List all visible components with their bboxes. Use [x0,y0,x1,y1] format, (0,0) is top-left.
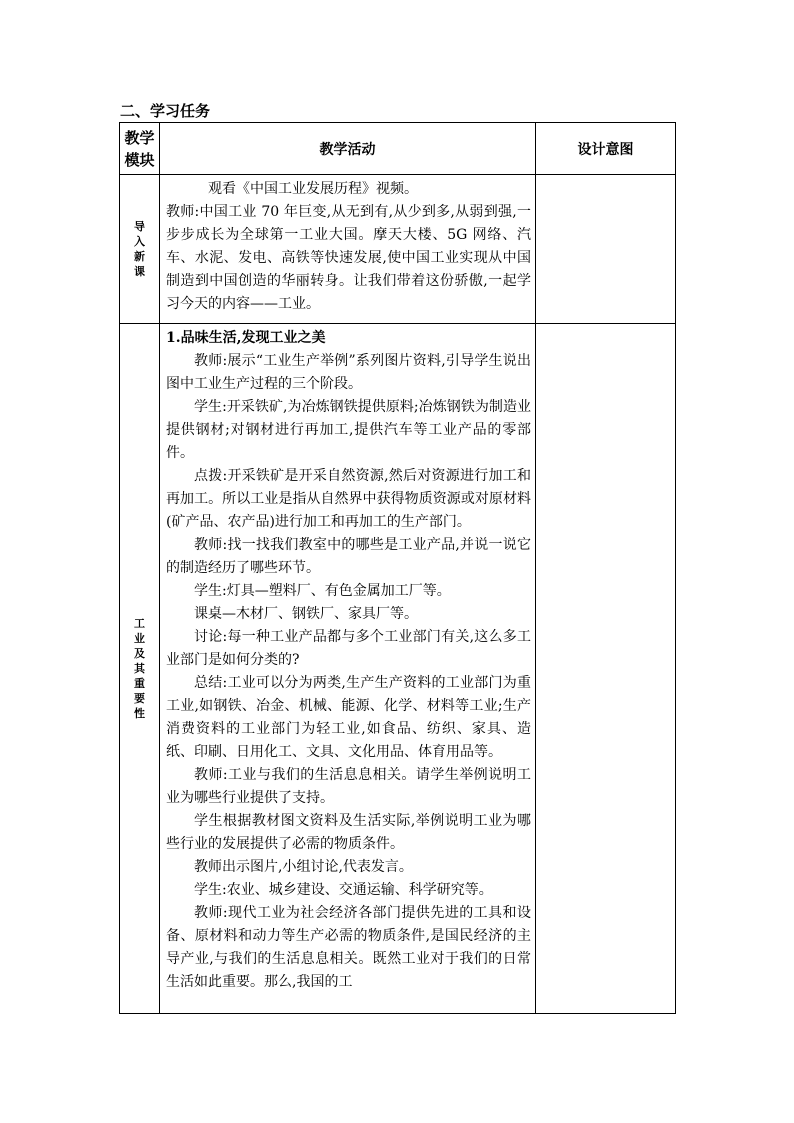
activity-paragraph: 讨论:每一种工业产品都与多个工业部门有关,这么多工业部门是如何分类的? [166,629,531,668]
intent-cell-intro [536,175,676,324]
activity-paragraph: 教师:找一找我们教室中的哪些是工业产品,并说一说它的制造经历了哪些环节。 [166,537,531,576]
module-char: 及 [134,647,145,660]
module-char: 工 [134,617,145,630]
activity-paragraph: 观看《中国工业发展历程》视频。 [208,181,418,197]
module-char: 业 [134,632,145,645]
activity-paragraph: 课桌—木材厂、钢铁厂、家具厂等。 [194,606,418,622]
activity-paragraph: 学生:开采铁矿,为冶炼钢铁提供原料;冶炼钢铁为制造业提供钢材;对钢材进行再加工,提供汽车等工业产品的零部件。 [166,399,531,461]
module-char: 其 [134,662,145,675]
header-module-cell [120,123,160,175]
activity-paragraph: 教师:工业与我们的生活息息相关。请学生举例说明工业为哪些行业提供了支持。 [166,767,531,806]
activity-paragraph: 教师:现代工业为社会经济各部门提供先进的工具和设备、原材料和动力等生产必需的物质条件,是国民经济的主导产业,与我们的生活息息相关。既然工业对于我们的日常生活如此重要。那么,我国的工 [166,905,531,990]
activity-paragraph: 学生:农业、城乡建设、交通运输、科学研究等。 [194,882,493,898]
module-char: 性 [134,707,145,720]
module-char: 重 [134,677,145,690]
activity-paragraph: 学生:灯具—塑料厂、有色金属加工厂等。 [194,583,451,599]
activity-paragraph: 总结:工业可以分为两类,生产生产资料的工业部门为重工业,如钢铁、冶金、机械、能源、化学、材料等工业;生产消费资料的工业部门为轻工业,如食品、纺织、家具、造纸、印刷、日用化工、文具、文化用品、体育用品等。 [166,675,531,760]
table-header-row [120,123,676,175]
module-char: 导 [134,220,145,233]
module-char: 新 [134,250,145,263]
activity-cell-intro [160,175,536,324]
header-intent-cell: 设计意图 [536,123,676,175]
module-char: 要 [134,692,145,705]
lesson-plan-table [119,122,676,1014]
module-char: 课 [134,265,145,278]
table-row-industry [120,324,676,1014]
header-module-line2: 模块 [124,150,155,169]
activity-subheading: 1.品味生活,发现工业之美 [166,330,326,346]
section-title: 二、学习任务 [120,102,211,120]
activity-cell-industry [160,324,536,1014]
activity-paragraph: 点拨:开采铁矿是开采自然资源,然后对资源进行加工和再加工。所以工业是指从自然界中获得物质资源或对原材料(矿产品、农产品)进行加工和再加工的生产部门。 [166,468,531,530]
activity-paragraph: 学生根据教材图文资料及生活实际,举例说明工业为哪些行业的发展提供了必需的物质条件。 [166,813,531,852]
table-row-intro [120,175,676,324]
activity-paragraph: 教师:中国工业 70 年巨变,从无到有,从少到多,从弱到强,一步步成长为全球第一工业大国。摩天大楼、5G 网络、汽车、水泥、发电、高铁等快速发展,使中国工业实现从中国制造到中国创造的华丽转身。让我们带着这份骄傲,一起学习今天的内容——工业。 [166,204,531,312]
module-char: 入 [134,235,145,248]
module-label-industry [120,324,160,1014]
module-label-intro [120,175,160,324]
header-activity-cell: 教学活动 [160,123,536,175]
intent-cell-industry [536,324,676,1014]
activity-paragraph: 教师出示图片,小组讨论,代表发言。 [194,859,413,875]
header-module-line1: 教学 [124,128,155,147]
activity-paragraph: 教师:展示“工业生产举例”系列图片资料,引导学生说出图中工业生产过程的三个阶段。 [166,353,531,392]
